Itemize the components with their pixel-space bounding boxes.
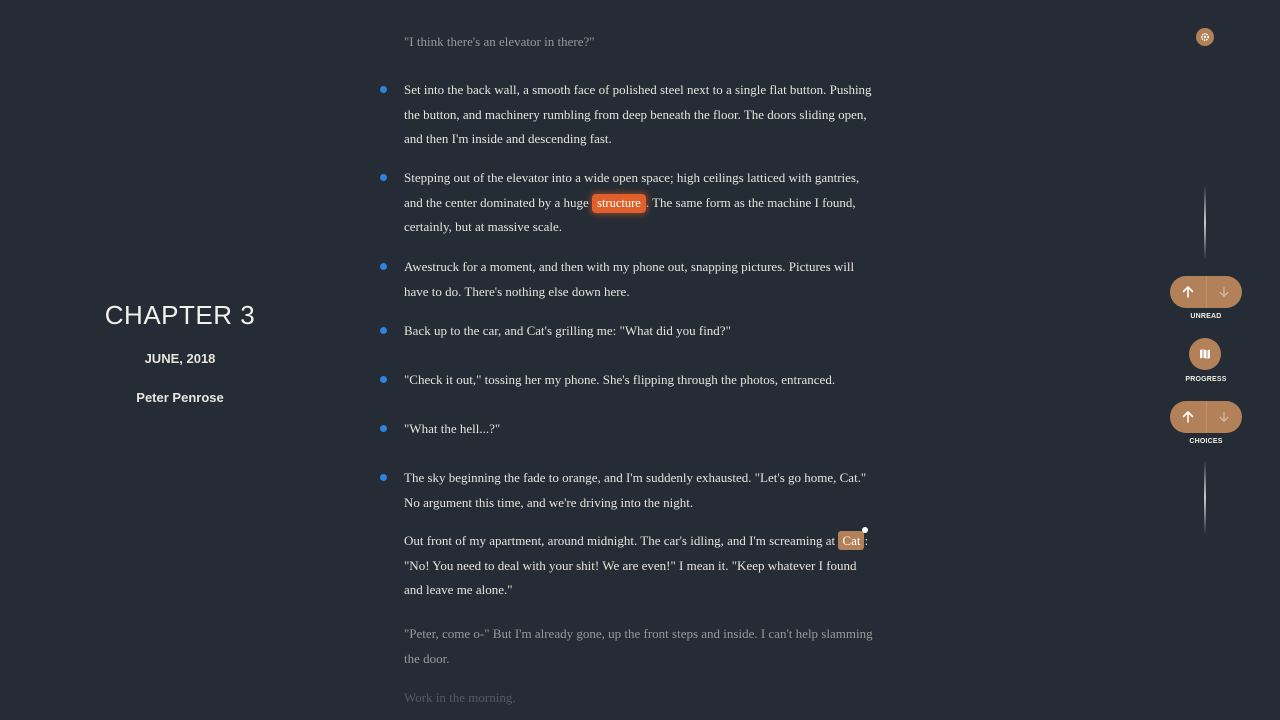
story-paragraph: "What the hell...?" xyxy=(404,421,501,436)
arrow-up-icon xyxy=(1181,410,1195,424)
gear-icon xyxy=(1200,32,1210,42)
choices-nav-control xyxy=(1170,401,1242,433)
arrow-down-icon xyxy=(1218,411,1230,423)
settings-button[interactable] xyxy=(1196,28,1214,46)
story-paragraph: Back up to the car, and Cat's grilling me: "What did you find?" xyxy=(404,323,731,338)
chapter-author: Peter Penrose xyxy=(136,390,224,405)
unread-label: UNREAD xyxy=(1190,313,1222,320)
chapter-date: JUNE, 2018 xyxy=(144,351,216,366)
paragraph-text: . The same form as the machine I found, certainly, but at massive scale. xyxy=(404,194,856,234)
unread-bullet-icon xyxy=(380,474,387,481)
unread-bullet-icon xyxy=(380,174,387,181)
story-paragraph xyxy=(404,166,876,240)
rail-divider-bottom xyxy=(1204,460,1206,535)
story-paragraph: Set into the back wall, a smooth face of polished steel next to a single flat button. Pushing the button, and machinery rumbling from deep beneath the floor. The doors sliding open, and then I'm inside and descending fast. xyxy=(404,82,872,146)
story-paragraph xyxy=(404,529,876,603)
story-paragraph: "Peter, come o-" But I'm already gone, up the front steps and inside. I can't help slamming the door. xyxy=(404,626,873,666)
paragraph-text: Out front of my apartment, around midnight. The car's idling, and I'm screaming at xyxy=(404,533,839,548)
unread-bullet-icon xyxy=(380,376,387,383)
scrolled-text-fragment xyxy=(404,0,804,6)
chapter-info-panel xyxy=(0,0,360,720)
unread-bullet-icon xyxy=(380,327,387,334)
chapter-title: CHAPTER 3 xyxy=(104,300,256,330)
unread-bullet-icon xyxy=(380,425,387,432)
unread-nav-control xyxy=(1170,276,1242,308)
unread-previous-button[interactable] xyxy=(1170,276,1206,308)
highlighted-keyword[interactable]: structure xyxy=(592,194,646,213)
character-tag-label: Cat xyxy=(842,533,861,548)
story-text-area xyxy=(380,0,880,720)
rail-divider-top xyxy=(1204,185,1206,260)
unread-bullet-icon xyxy=(380,86,387,93)
story-paragraph: Awestruck for a moment, and then with my phone out, snapping pictures. Pictures will have to do. There's nothing else down here. xyxy=(404,259,855,299)
character-tag-cat[interactable] xyxy=(838,531,864,550)
paragraph-text: Stepping out of the elevator into a wide open space; high ceilings latticed with gantries, and the center dominated by a huge xyxy=(404,170,860,210)
unread-bullet-icon xyxy=(380,263,387,270)
choices-next-button[interactable] xyxy=(1206,401,1243,433)
unread-next-button[interactable] xyxy=(1206,276,1243,308)
story-paragraph: The sky beginning the fade to orange, and I'm suddenly exhausted. "Let's go home, Cat." No argument this time, and we're driving into the night. xyxy=(404,470,867,510)
progress-button[interactable] xyxy=(1189,338,1221,370)
progress-label: PROGRESS xyxy=(1185,376,1227,383)
paragraph-text: : "No! You need to deal with your shit! We are even!" I mean it. "Keep whatever I found and leave me alone." xyxy=(404,533,869,597)
choices-previous-button[interactable] xyxy=(1170,401,1206,433)
choices-label: CHOICES xyxy=(1189,438,1223,445)
arrow-up-icon xyxy=(1181,285,1195,299)
story-paragraph: "I think there's an elevator in there?" xyxy=(404,34,595,49)
story-paragraph: Work in the morning. xyxy=(404,690,516,705)
arrow-down-icon xyxy=(1218,286,1230,298)
map-icon xyxy=(1198,347,1212,361)
story-paragraph: "Check it out," tossing her my phone. She's flipping through the photos, entranced. xyxy=(404,372,836,387)
